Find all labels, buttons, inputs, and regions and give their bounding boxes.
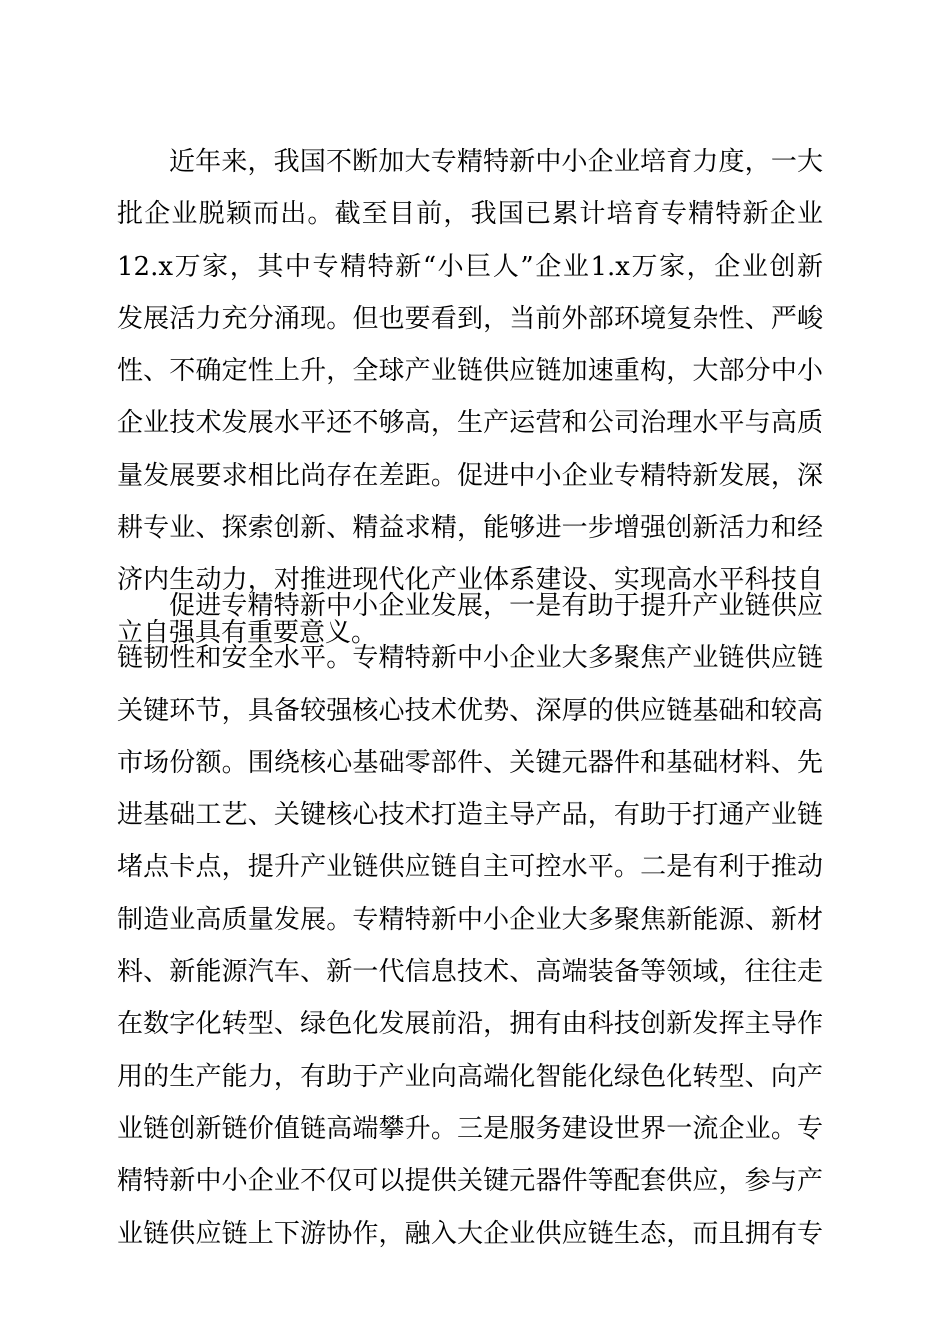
paragraph-2 <box>117 580 823 1260</box>
paragraph-line: 近年来，我国不断加大专精特新中小企业培育力度，一大 <box>169 147 823 177</box>
paragraph-line: 业链供应链上下游协作，融入大企业供应链生态，而且拥有专 <box>117 1218 823 1249</box>
paragraph-line: 企业技术发展水平还不够高，生产运营和公司治理水平与高质 <box>117 408 823 439</box>
paragraph-line: 批企业脱颖而出。截至目前，我国已累计培育专精特新企业 <box>117 199 823 230</box>
paragraph-line: 在数字化转型、绿色化发展前沿，拥有由科技创新发挥主导作 <box>117 1009 823 1040</box>
paragraph-line: 性、不确定性上升，全球产业链供应链加速重构，大部分中小 <box>117 356 823 387</box>
paragraph-line: 链韧性和安全水平。专精特新中小企业大多聚焦产业链供应链 <box>117 643 823 674</box>
paragraph-line: 发展活力充分涌现。但也要看到，当前外部环境复杂性、严峻 <box>117 303 823 334</box>
paragraph-line: 用的生产能力，有助于产业向高端化智能化绿色化转型、向产 <box>117 1061 823 1092</box>
paragraph-line: 进基础工艺、关键核心技术打造主导产品，有助于打通产业链 <box>117 800 823 831</box>
paragraph-line: 12.x万家，其中专精特新“小巨人”企业1.x万家，企业创新 <box>117 251 823 282</box>
paragraph-line: 济内生动力，对推进现代化产业体系建设、实现高水平科技自 <box>117 565 823 596</box>
paragraph-line: 精特新中小企业不仅可以提供关键元器件等配套供应，参与产 <box>117 1166 823 1197</box>
paragraph-line: 量发展要求相比尚存在差距。促进中小企业专精特新发展，深 <box>117 460 823 491</box>
paragraph-line: 制造业高质量发展。专精特新中小企业大多聚焦新能源、新材 <box>117 904 823 935</box>
paragraph-line: 促进专精特新中小企业发展，一是有助于提升产业链供应 <box>169 591 823 621</box>
paragraph-line: 业链创新链价值链高端攀升。三是服务建设世界一流企业。专 <box>117 1113 823 1144</box>
paragraph-line: 料、新能源汽车、新一代信息技术、高端装备等领域，往往走 <box>117 957 823 988</box>
paragraph-line: 堵点卡点，提升产业链供应链自主可控水平。二是有利于推动 <box>117 852 823 883</box>
paragraph-line: 关键环节，具备较强核心技术优势、深厚的供应链基础和较高 <box>117 695 823 726</box>
paragraph-line: 立自强具有重要意义。 <box>117 617 378 648</box>
paragraph-line: 耕专业、探索创新、精益求精，能够进一步增强创新活力和经 <box>117 513 823 544</box>
paragraph-line: 市场份额。围绕核心基础零部件、关键元器件和基础材料、先 <box>117 747 823 778</box>
